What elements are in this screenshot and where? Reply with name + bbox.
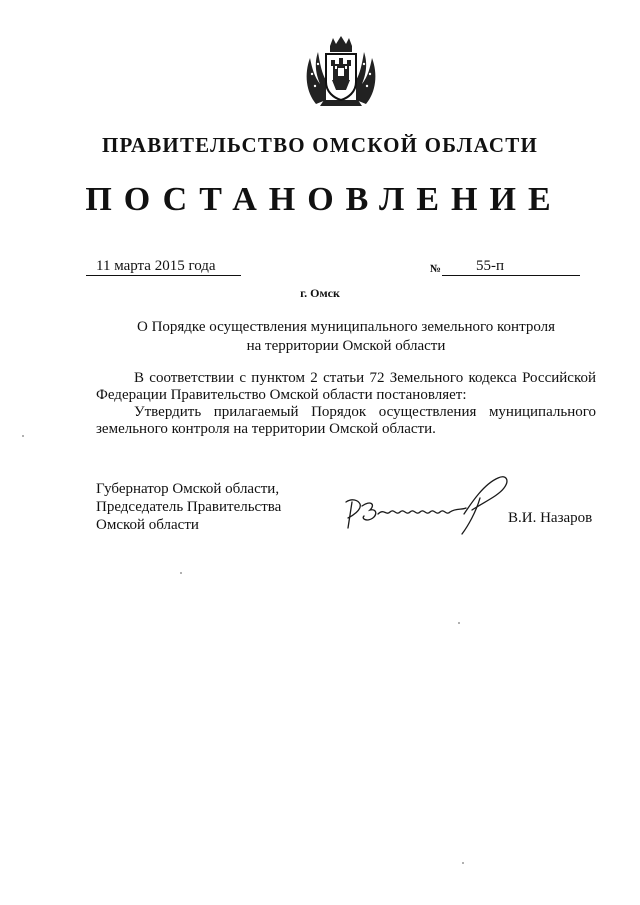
scan-speck xyxy=(458,622,460,624)
organization-title: ПРАВИТЕЛЬСТВО ОМСКОЙ ОБЛАСТИ xyxy=(101,133,538,157)
number-underline xyxy=(442,275,580,276)
document-subject xyxy=(96,318,596,356)
scan-speck xyxy=(180,572,182,574)
document-date: 11 марта 2015 года xyxy=(96,258,216,274)
document-type-title: ПОСТАНОВЛЕНИЕ xyxy=(85,181,563,218)
coat-of-arms-icon xyxy=(302,34,380,110)
signer-title-line-2: Председатель Правительства xyxy=(96,499,282,515)
signer-name: В.И. Назаров xyxy=(508,510,593,526)
signer-title-line-3: Омской области xyxy=(96,517,199,533)
body-paragraph-2: Утвердить прилагаемый Порядок осуществления муниципального земельного контроля на территории Омской области. xyxy=(96,404,596,437)
signer-title xyxy=(96,480,281,534)
document-number: 55-п xyxy=(476,258,505,274)
document-body xyxy=(96,370,596,438)
city-label: г. Омск xyxy=(300,286,340,300)
signer-title-line-1: Губернатор Омской области, xyxy=(96,481,280,497)
number-label: № xyxy=(430,263,442,275)
date-underline xyxy=(86,275,241,276)
subject-line-2: на территории Омской области xyxy=(246,338,446,354)
handwritten-signature xyxy=(338,472,514,540)
scan-speck xyxy=(462,862,464,864)
subject-line-1: О Порядке осуществления муниципального земельного контроля xyxy=(136,319,556,335)
body-paragraph-1: В соответствии с пунктом 2 статьи 72 Земельного кодекса Российской Федерации Правительство Омской области постановляет: xyxy=(96,370,596,403)
scan-speck xyxy=(22,435,24,437)
